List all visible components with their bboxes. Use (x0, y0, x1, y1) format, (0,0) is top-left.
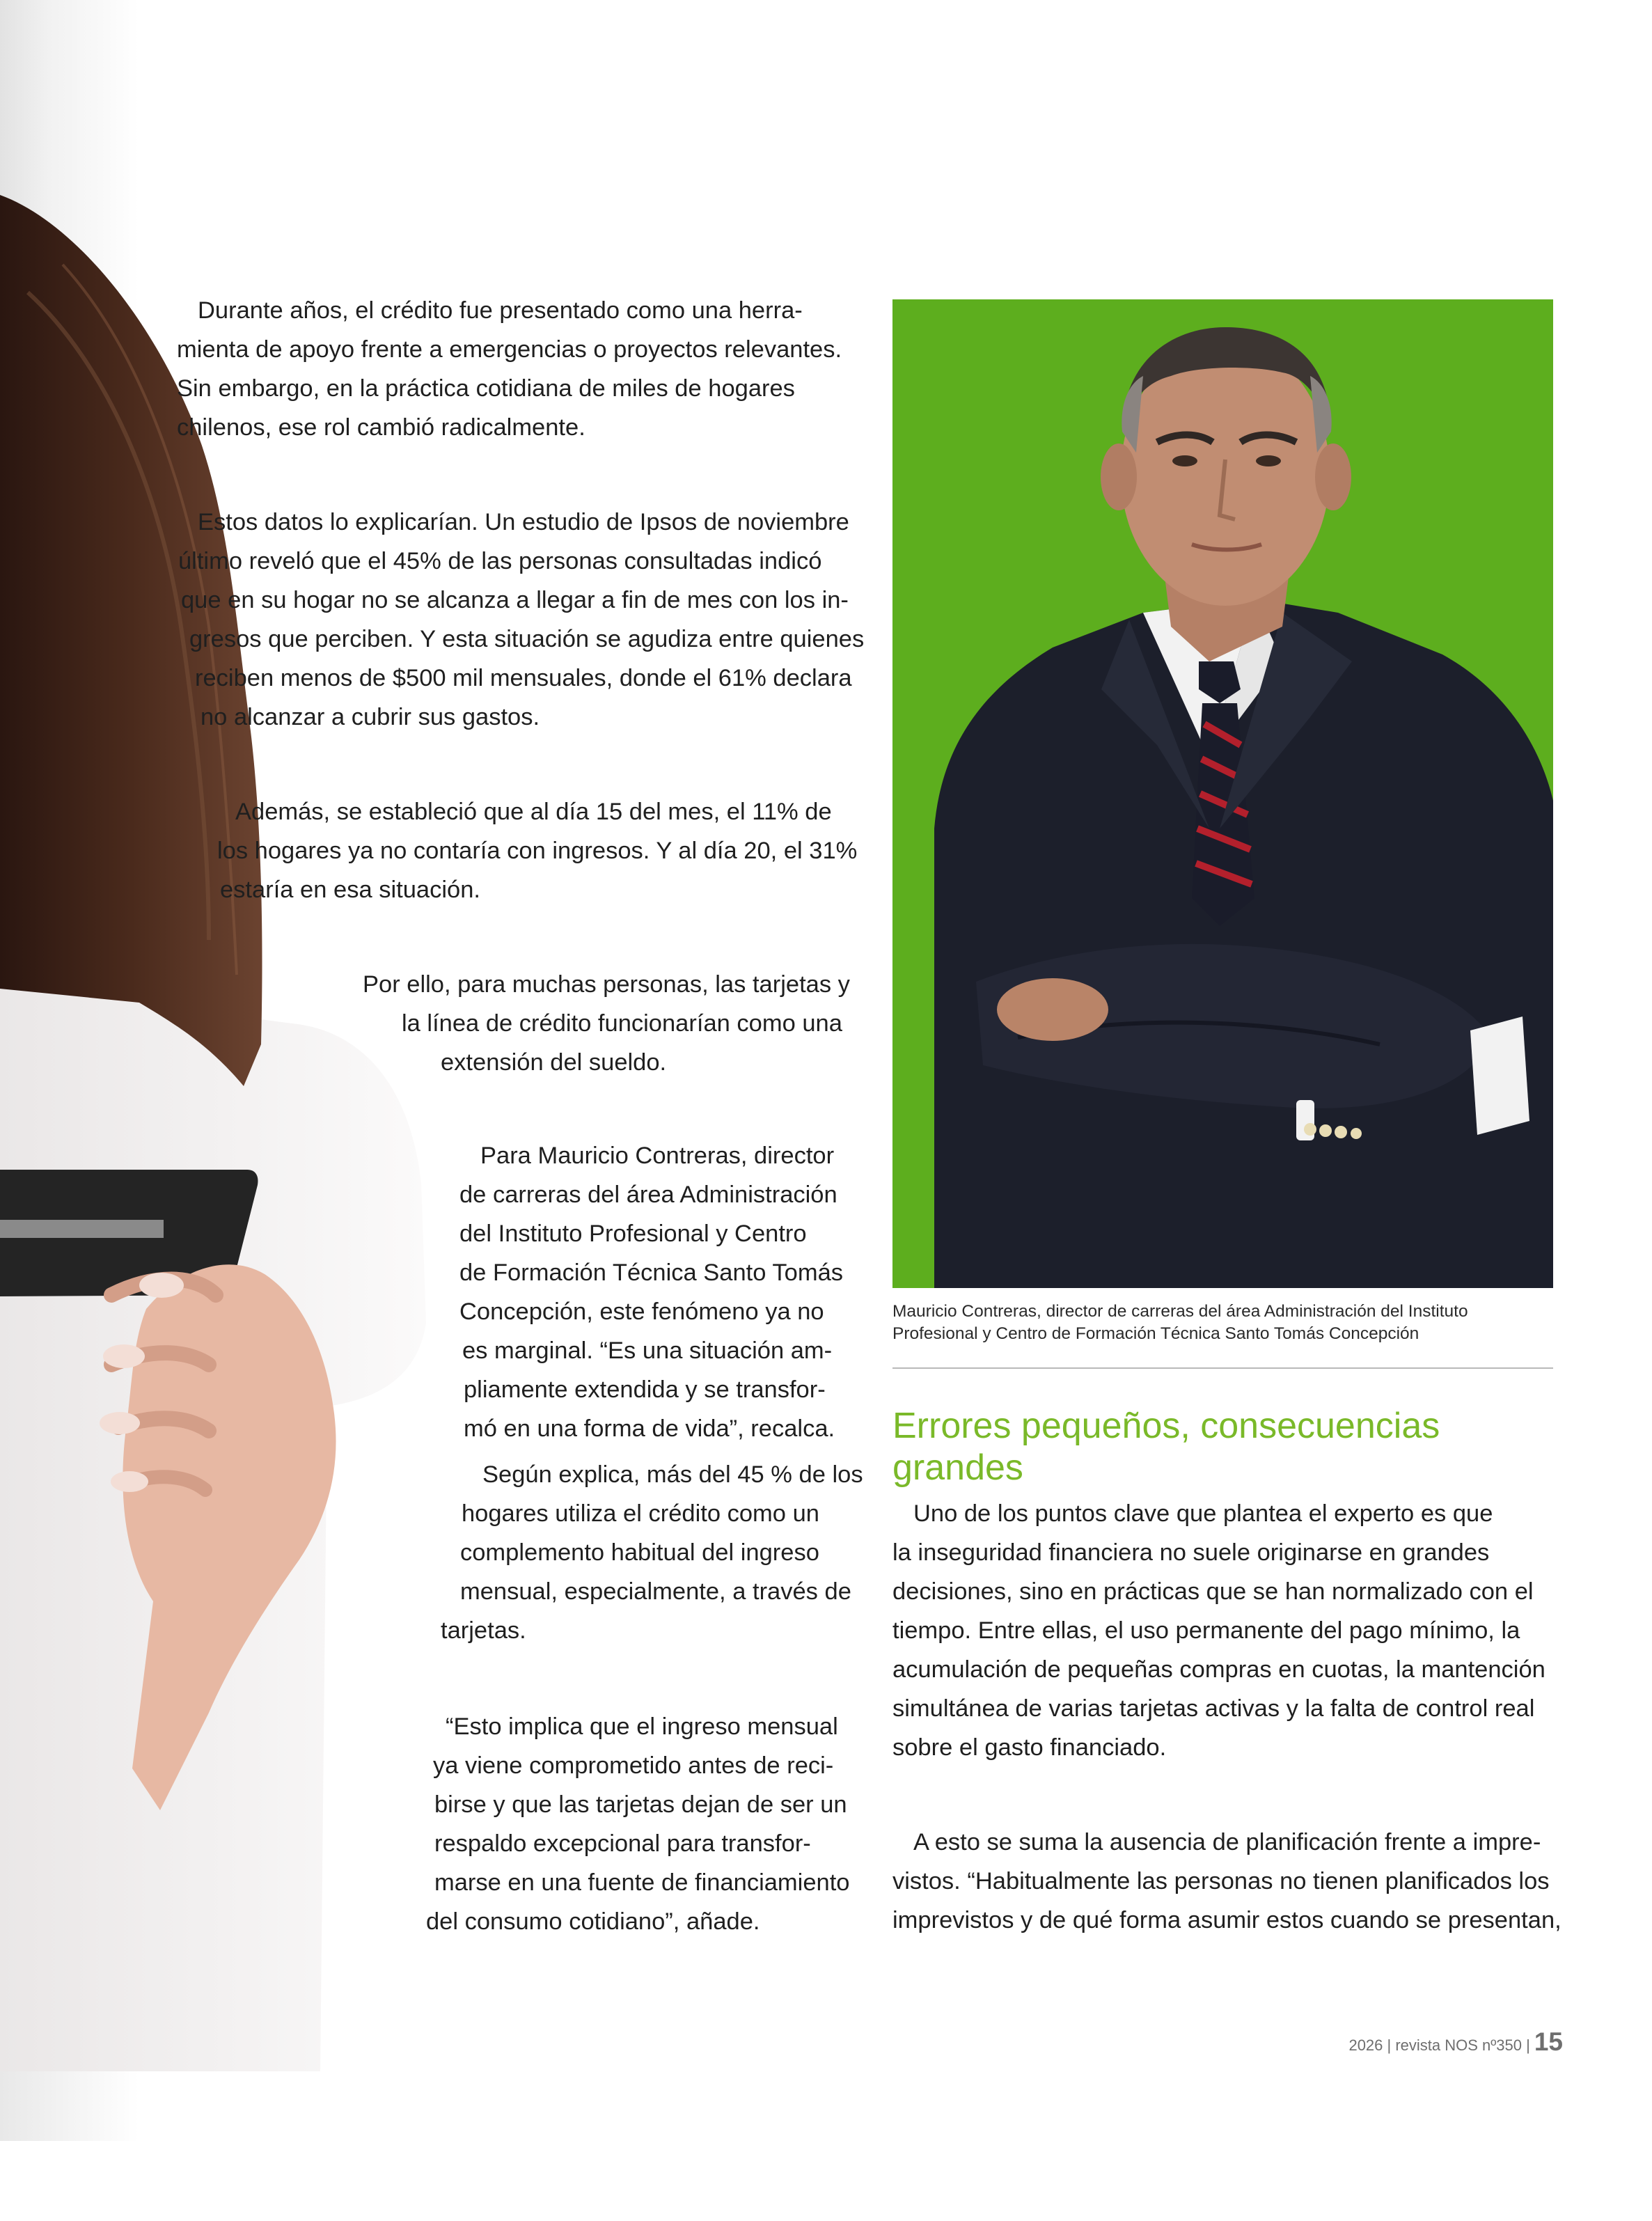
photo-caption (892, 1301, 1561, 1345)
text-line: Por ello, para muchas personas, las tarjetas y (363, 971, 850, 998)
text-line: respaldo excepcional para transfor- (434, 1830, 811, 1857)
text-line: simultánea de varias tarjetas activas y la falta de control real (892, 1695, 1535, 1722)
text-line: último reveló que el 45% de las personas consultadas indicó (178, 548, 822, 574)
paragraph-credit-complement (441, 1455, 863, 1650)
text-line: los hogares ya no contaría con ingresos. Y al día 20, el 31% (217, 838, 858, 864)
text-line: la inseguridad financiera no suele originarse en grandes (892, 1539, 1490, 1566)
text-line: mó en una forma de vida”, recalca. (464, 1415, 835, 1442)
text-line: Estos datos lo explicarían. Un estudio de Ipsos de noviembre (198, 509, 849, 535)
text-line: pliamente extendida y se transfor- (464, 1376, 826, 1403)
text-line: marse en una fuente de financiamiento (434, 1869, 850, 1896)
text-line: Concepción, este fenómeno ya no (459, 1298, 824, 1325)
text-line: mensual, especialmente, a través de (460, 1578, 851, 1605)
paragraph-planning (892, 1823, 1561, 1940)
paragraph-credit-history (177, 291, 842, 447)
section-heading (892, 1405, 1561, 1489)
text-line: tiempo. Entre ellas, el uso permanente del pago mínimo, la (892, 1617, 1520, 1644)
text-line: la línea de crédito funcionarían como una (402, 1010, 842, 1037)
page-bottom-band (0, 2071, 139, 2141)
text-line: Para Mauricio Contreras, director (480, 1143, 835, 1169)
text-line: hogares utiliza el crédito como un (462, 1500, 819, 1527)
text-line: reciben menos de $500 mil mensuales, donde el 61% declara (195, 665, 852, 691)
text-line: imprevistos y de qué forma asumir estos cuando se presentan, (892, 1907, 1561, 1933)
text-line: no alcanzar a cubrir sus gastos. (200, 704, 540, 730)
heading-line: grandes (892, 1447, 1023, 1488)
text-line: gresos que perciben. Y esta situación se agudiza entre quienes (189, 626, 865, 652)
text-line: estaría en esa situación. (220, 877, 480, 903)
text-line: A esto se suma la ausencia de planificación frente a impre- (913, 1829, 1541, 1855)
paragraph-quote-income (426, 1707, 849, 1941)
text-line: ya viene comprometido antes de reci- (433, 1752, 834, 1779)
paragraph-day-15 (217, 792, 857, 909)
text-line: de carreras del área Administración (459, 1182, 837, 1208)
portrait-photo (892, 299, 1553, 1288)
text-line: Sin embargo, en la práctica cotidiana de miles de hogares (177, 375, 795, 402)
text-line: “Esto implica que el ingreso mensual (446, 1713, 838, 1740)
text-line: que en su hogar no se alcanza a llegar a fin de mes con los in- (181, 587, 849, 613)
text-line: decisiones, sino en prácticas que se han normalizado con el (892, 1578, 1534, 1605)
caption-line: Profesional y Centro de Formación Técnica Santo Tomás Concepción (892, 1324, 1419, 1343)
text-line: es marginal. “Es una situación am- (462, 1337, 833, 1364)
text-line: extensión del sueldo. (441, 1049, 667, 1076)
paragraph-credit-extension (363, 965, 850, 1082)
paragraph-ipsos-study (178, 503, 864, 737)
text-line: complemento habitual del ingreso (460, 1539, 819, 1566)
text-line: Según explica, más del 45 % de los (482, 1461, 863, 1488)
paragraph-financial-insecurity (892, 1494, 1545, 1767)
text-line: birse y que las tarjetas dejan de ser un (434, 1791, 847, 1818)
text-line: tarjetas. (441, 1617, 526, 1644)
footer-publication: 2026 | revista NOS nº350 | (1348, 2036, 1530, 2054)
heading-line: Errores pequeños, consecuencias (892, 1406, 1440, 1446)
text-line: Durante años, el crédito fue presentado como una herra- (198, 297, 803, 324)
text-line: acumulación de pequeñas compras en cuotas, la mantención (892, 1656, 1545, 1683)
text-line: mienta de apoyo frente a emergencias o proyectos relevantes. (177, 336, 842, 363)
text-line: de Formación Técnica Santo Tomás (459, 1259, 844, 1286)
text-line: del consumo cotidiano”, añade. (426, 1908, 760, 1935)
caption-divider (892, 1367, 1553, 1369)
page-number: 15 (1534, 2027, 1563, 2056)
text-line: chilenos, ese rol cambió radicalmente. (177, 414, 585, 441)
page-footer (1348, 2027, 1563, 2057)
text-line: Además, se estableció que al día 15 del mes, el 11% de (235, 799, 832, 825)
text-line: vistos. “Habitualmente las personas no tienen planificados los (892, 1868, 1550, 1894)
text-line: Uno de los puntos clave que plantea el experto es que (913, 1500, 1493, 1527)
caption-line: Mauricio Contreras, director de carreras del área Administración del Instituto (892, 1302, 1468, 1321)
text-line: sobre el gasto financiado. (892, 1734, 1167, 1761)
paragraph-mauricio-contreras (459, 1136, 843, 1448)
text-line: del Instituto Profesional y Centro (459, 1221, 807, 1247)
